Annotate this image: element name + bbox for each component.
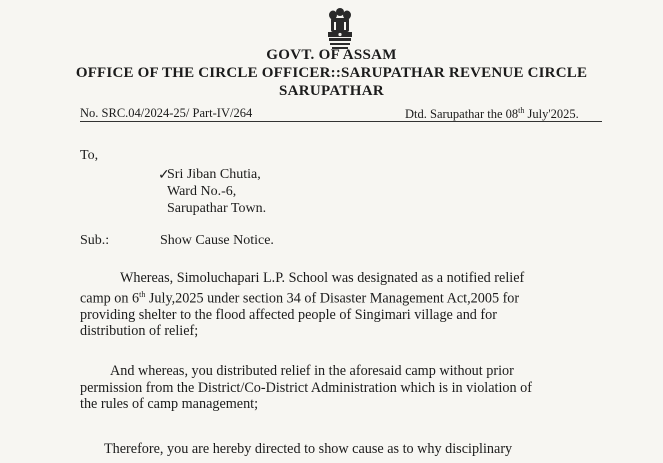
tick-mark-icon: ✓	[158, 168, 170, 183]
paragraph-line: And whereas, you distributed relief in the aforesaid camp without prior	[110, 363, 514, 379]
addressee-town: Sarupathar Town.	[167, 201, 267, 216]
addressee-ward: Ward No.-6,	[167, 184, 237, 199]
paragraph-line: camp on 6th July,2025 under section 34 of Disaster Management Act,2005 for	[80, 289, 520, 307]
paragraph-line: distribution of relief;	[80, 323, 199, 340]
reference-date: Dtd. Sarupathar the 08th July'2025.	[405, 106, 579, 122]
paragraph-2	[80, 363, 608, 413]
to-label: To,	[80, 148, 99, 163]
place-heading: SARUPATHAR	[279, 83, 384, 99]
subject-text: Show Cause Notice.	[160, 233, 274, 248]
paragraph-3	[80, 441, 608, 458]
paragraph-line: Therefore, you are hereby directed to show cause as to why disciplinary	[104, 441, 513, 457]
header-divider	[80, 121, 602, 122]
addressee-name: Sri Jiban Chutia,	[167, 167, 261, 182]
office-heading: OFFICE OF THE CIRCLE OFFICER::SARUPATHAR REVENUE CIRCLE	[75, 65, 588, 81]
paragraph-line: Whereas, Simoluchapari L.P. School was designated as a notified relief	[120, 270, 525, 286]
paragraph-line: the rules of camp management;	[80, 396, 259, 412]
paragraph-line: permission from the District/Co-District Administration which is in violation of	[80, 379, 532, 396]
subject-label: Sub.:	[80, 233, 110, 248]
paragraph-line: providing shelter to the flood affected people of Singimari village and for	[80, 306, 497, 323]
paragraph-1	[80, 270, 608, 340]
govt-heading: GOVT. OF ASSAM	[266, 47, 397, 63]
national-emblem-icon	[322, 6, 358, 52]
reference-number: No. SRC.04/2024-25/ Part-IV/264	[80, 106, 253, 120]
